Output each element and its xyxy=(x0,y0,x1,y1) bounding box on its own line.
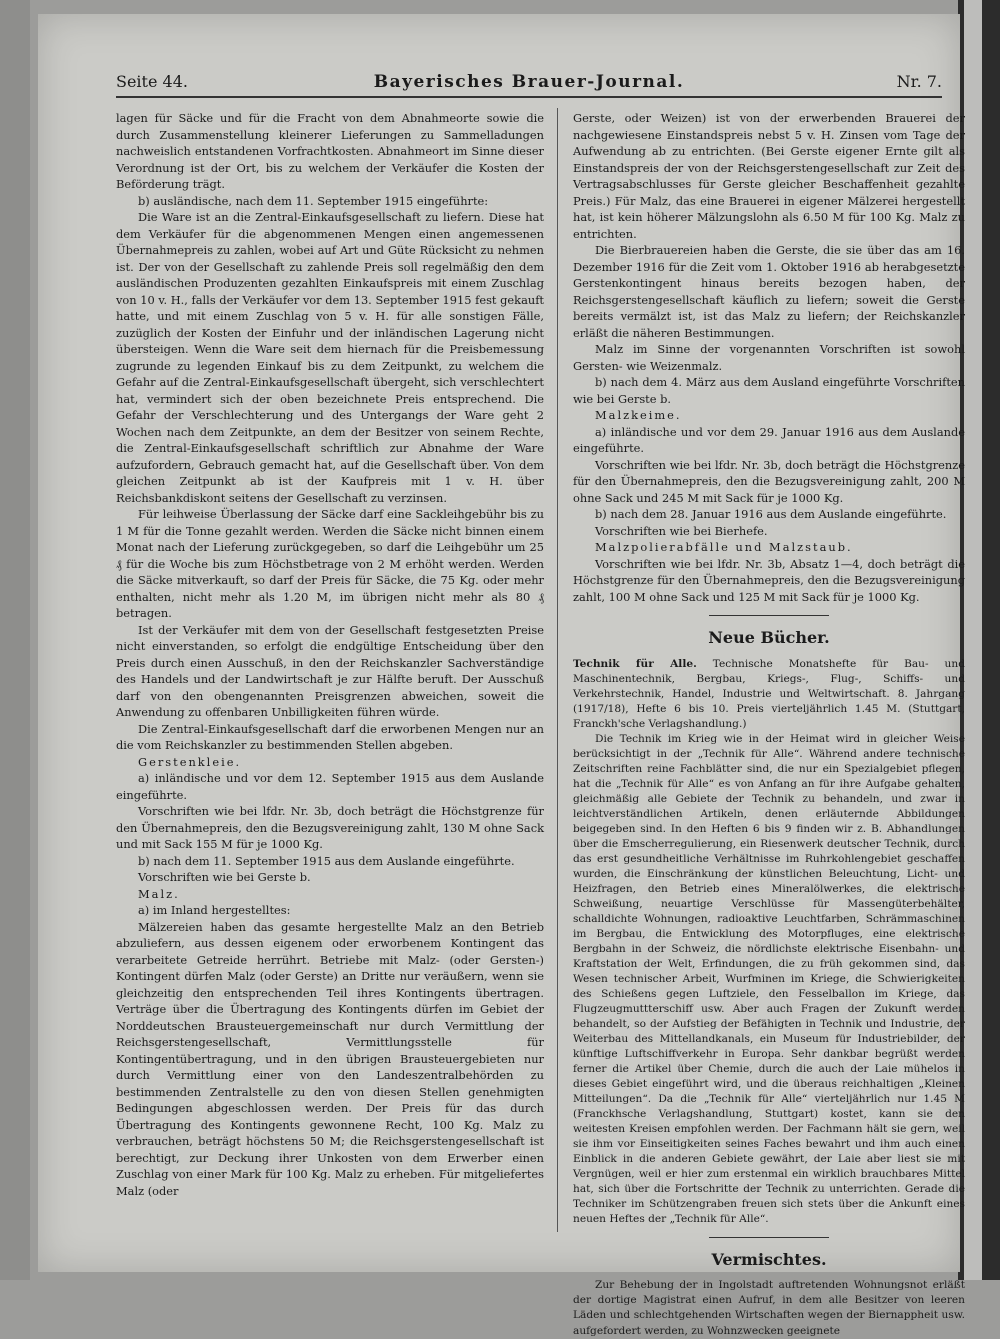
book-title: Technik für Alle. xyxy=(573,657,697,670)
page-number: Seite 44. xyxy=(116,72,188,91)
book-review: Die Technik im Krieg wie in der Heimat wird in gleicher Weise berücksichtigt in der „Technik für Alle“. Während andere technische Zeitschriften reine Fachblätter sind, die nur ein Spezialgebiet pflegen, hat die „Technik für Alle“ es von Anfang an für ihre Aufgabe gehalten, gleichmäßig alle Gebiete der Technik zu behandeln, und zwar in leichtverständlichen Artikeln, denen erläuternde Abbildungen beigegeben sind. In den Heften 6 bis 9 finden wir z. B. Abhandlungen über die Emscherregulierung, ein Riesenwerk deutscher Technik, durch das erst gesundheitliche Verhältnisse im Ruhrkohlengebiet geschaffen wurden, die Einschränkung der künstlichen Beleuchtung, Licht- und Heizfragen, den Betrieb eines Mineralölwerkes, die elektrische Schweißung, neuartige Verschlüsse für Massengüterbehälter, schalldichte Wohnungen, radioaktive Leuchtfarben, Schrämmaschinen im Bergbau, die Entwicklung des Motorpfluges, eine elektrische Bergbahn in der Schweiz, die nördlichste elektrische Eisenbahn- und Kraftstation der Welt, Erfindungen, die zu früh gekommen sind, das Wesen technischer Arbeit, Wurfminen im Kriege, die Schwierigkeiten des Schießens gegen Luftziele, den Fesselballon im Kriege, das Flugzeugmuttterschiff usw. Aber auch Fragen der Zukunft werden behandelt, so der Aufstieg der Befähigten in Technik und Industrie, der Weiterbau des Mittellandkanals, ein Museum für Industriebilder, der künftige Luftschiffverkehr in Europa. Sehr dankbar begrüßt werden ferner die Artikel über Chemie, durch die auch der Laie mühelos in dieses Gebiet eingeführt wird, und die überaus reichhaltigen „Kleinen Mitteilungen“. Da die „Technik für Alle“ vierteljährlich nur 1.45 M (Franckhsche Verlagshandlung, Stuttgart) kostet, kann sie den weitesten Kreisen empfohlen werden. Der Fachmann hält sie gern, weil sie ihm vor Einseitigkeiten seines Faches bewahrt und ihm auch einen Einblick in die anderen Gebiete gewährt, der Laie aber liest sie mit Vergnügen, weil er hier zum erstenmal ein wirklich brauchbares Mittel hat, sich über die Fortschritte der Technik zu unterrichten. Gerade die Techniker im Schützengraben freuen sich stets über die Ankunft eines neuen Heftes der „Technik für Alle“. xyxy=(573,732,965,1225)
page-header xyxy=(116,64,942,98)
journal-title: Bayerisches Brauer-Journal. xyxy=(373,72,685,92)
right-column xyxy=(573,110,965,1337)
paragraph: lagen für Säcke und für die Fracht von dem Abnahmeorte sowie die durch Zusammenstellung kleinerer Lieferungen zu Sammelladungen nachweislich entstandenen Vorfrachtkosten. Abnahmeort im Sinne dieser Verordnung ist der Ort, bis zu welchem der Verkäufer die Kosten der Beförderung trägt. xyxy=(116,111,544,191)
subheading-malzpolierabfaelle: Malzpolierabfälle und Malzstaub. xyxy=(595,540,853,554)
book-entry xyxy=(573,657,965,732)
paragraph: Mälzereien haben das gesamte hergestellte Malz an den Betrieb abzuliefern, aus dessen eigenem oder erworbenem Kontingent das verarbeitete Getreide herrührt. Betriebe mit Malz- (oder Gersten-) Kontingent dürfen Malz (oder Gerste) an Dritte nur veräußern, wenn sie gleichzeitig den entsprechenden Teil ihres Kontingents übertragen. Verträge über die Übertragung des Kontingents dürfen im Gebiet der Norddeutschen Brausteuergemeinschaft nur durch Vermittlung der Reichsgerstengesellschaft, Vermittlungsstelle für Kontingentübertragung, und in den übrigen Brausteuergebieten nur durch Vermittlung einer von den Landeszentralbehörden zu bestimmenden Zentralstelle zu den von diesen Stellen genehmigten Bedingungen abgeschlossen werden. Der Preis für das durch Übertragung des Kontingents gewonnene Recht, 100 Kg. Malz zu verbrauchen, beträgt höchstens 50 M; die Reichsgerstengesellschaft ist berechtigt, zur Deckung ihrer Unkosten von dem Erwerber einen Zuschlag von einer Mark für 100 Kg. Malz zu erheben. Für mitgeliefertes Malz (oder xyxy=(116,919,544,1198)
paragraph: a) inländische und vor dem 12. September 1915 aus dem Auslande eingeführte. xyxy=(116,771,544,802)
subheading-malzkeime: Malzkeime. xyxy=(595,408,682,422)
issue-number: Nr. 7. xyxy=(896,72,942,91)
paragraph: a) inländische und vor dem 29. Januar 1916 aus dem Auslande eingeführte. xyxy=(573,424,965,455)
paragraph: Vorschriften wie bei Bierhefe. xyxy=(595,523,768,538)
left-column xyxy=(116,110,544,1240)
paragraph: Vorschriften wie bei Gerste b. xyxy=(138,870,311,884)
paragraph: b) ausländische, nach dem 11. September 1915 eingeführte: xyxy=(138,193,489,208)
paragraph: Die Ware ist an die Zentral-Einkaufsgesellschaft zu liefern. Diese hat dem Verkäufer für die abgenommenen Mengen einen angemessenen Übernahmepreis zu zahlen, wobei auf Art und Güte Rücksicht zu nehmen ist. Der von der Gesellschaft zu zahlende Preis soll regelmäßig den dem ausländischen Produzenten gezahlten Einkaufspreis mit einem Zuschlag von 10 v. H., falls der Verkäufer vor dem 13. September 1915 fest gekauft hatte, und mit einem Zuschlag von 5 v. H. für alle sonstigen Fälle, zuzüglich der Kosten der Einfuhr und der inländischen Lagerung nicht übersteigen. Wenn die Ware seit dem hiernach für die Preisbemessung zugrunde zu legenden Einkauf bis zu dem Zeitpunkt, zu welchem die Gefahr auf die Zentral-Einkaufsgesellschaft übergeht, sich verschlechtert hat, vermindert sich der oben bezeichnete Preis entsprechend. Die Gefahr der Verschlechterung und des Untergangs der Ware geht 2 Wochen nach dem Zeitpunkte, an dem der Besitzer von seinem Rechte, die Zentral-Einkaufsgesellschaft schriftlich zur Abnahme der Ware aufzufordern, Gebrauch gemacht hat, auf die Gesellschaft über. Von dem gleichen Zeitpunkt ab ist der Kaufpreis mit 1 v. H. über Reichsbankdiskont seitens der Gesellschaft zu verzinsen. xyxy=(116,210,544,505)
newspaper-page xyxy=(38,14,965,1337)
paragraph: a) im Inland hergestelltes: xyxy=(138,903,291,917)
paragraph: Die Zentral-Einkaufsgesellschaft darf die erworbenen Mengen nur an die vom Reichskanzler zu bestimmenden Stellen abgeben. xyxy=(116,721,544,752)
section-rule xyxy=(709,615,829,616)
paragraph: Die Bierbrauereien haben die Gerste, die sie über das am 16. Dezember 1916 für die Zeit vom 1. Oktober 1916 ab herabgesetzte Gerstenkontingent hinaus bereits bezogen haben, der Reichsgerstengesellschaft käuflich zu liefern; soweit die Gerste bereits vermälzt ist, ist das Malz zu liefern; der Reichskanzler erläßt die näheren Bestimmungen. xyxy=(573,243,965,340)
paragraph: Vorschriften wie bei lfdr. Nr. 3b, Absatz 1—4, doch beträgt die Höchstgrenze für den Übernahmepreis, den die Bezugsvereinigung zahlt, 100 M ohne Sack und 125 M mit Sack für je 1000 Kg. xyxy=(573,556,965,604)
subheading-gerstenkleie: Gerstenkleie. xyxy=(138,754,242,769)
paragraph: Gerste, oder Weizen) ist von der erwerbenden Brauerei der nachgewiesene Einstandspreis nebst 5 v. H. Zinsen vom Tage der Aufwendung ab zu entrichten. (Bei Gerste eigener Ernte gilt als Einstandspreis der von der Reichsgerstengesellschaft zur Zeit des Vertragsabschlusses für Gerste gleicher Beschaffenheit gezahlte Preis.) Für Malz, das eine Brauerei in eigener Mälzerei hergestellt hat, ist kein höherer Mälzungslohn als 6.50 M für 100 Kg. Malz zu entrichten. xyxy=(573,111,965,241)
paragraph: b) nach dem 4. März aus dem Ausland eingeführte Vorschriften wie bei Gerste b. xyxy=(573,375,965,406)
paragraph: Für leihweise Überlassung der Säcke darf eine Sackleihgebühr bis zu 1 M für die Tonne gezahlt werden. Werden die Säcke nicht binnen einem Monat nach der Lieferung zurückgegeben, so darf die Leihgebühr um 25 ₰ für die Woche bis zum Höchstbetrage von 2 M erhöht werden. Werden die Säcke mitverkauft, so darf der Preis für Säcke, die 75 Kg. oder mehr enthalten, nicht mehr als 1.20 M, im übrigen nicht mehr als 80 ₰ betragen. xyxy=(116,507,544,620)
paragraph: Vorschriften wie bei lfdr. Nr. 3b, doch beträgt die Höchstgrenze für den Übernahmepreis, den die Bezugsvereinigung zahlt, 130 M ohne Sack und mit Sack 155 M für je 1000 Kg. xyxy=(116,804,544,851)
paragraph: b) nach dem 28. Januar 1916 aus dem Auslande eingeführte. xyxy=(595,507,947,521)
misc-article: Zur Behebung der in Ingolstadt auftretenden Wohnungsnot erläßt der dortige Magistrat einen Aufruf, in dem alle Besitzer von leeren Läden und schlechtgehenden Wirtschaften wegen der Biernappheit usw. aufgefordert werden, zu Wohnzwecken geeignete xyxy=(573,1279,965,1337)
paragraph: Malz im Sinne der vorgenannten Vorschriften ist sowohl Gersten- wie Weizenmalz. xyxy=(573,342,965,373)
paragraph: b) nach dem 11. September 1915 aus dem Auslande eingeführte. xyxy=(138,853,515,868)
subheading-malz: Malz. xyxy=(138,886,180,901)
book-details: Technische Monatshefte für Bau- und Maschinentechnik, Bergbau, Kriegs-, Flug-, Schiffs- und Verkehrstechnik, Handel, Industrie und Weltwirtschaft. 8. Jahrgang (1917/18), Hefte 6 bis 10. Preis vierteljährlich 1.45 M. (Stuttgart, Franckh'sche Verlagshandlung.) xyxy=(573,657,965,730)
section-heading-neue-buecher: Neue Bücher. xyxy=(708,628,830,647)
section-rule xyxy=(709,1237,829,1238)
paragraph: Ist der Verkäufer mit dem von der Gesellschaft festgesetzten Preise nicht einverstanden, so erfolgt die endgültige Entscheidung über den Preis durch einen Ausschuß, in den der Reichskanzler Sachverständige des Handels und der Landwirtschaft je zur Hälfte beruft. Der Ausschuß darf von den obengenannten Preisgrenzen abweichen, soweit die Anwendung zu offenbaren Unbilligkeiten führen würde. xyxy=(116,622,544,719)
column-divider xyxy=(557,108,558,1232)
scan-border-left xyxy=(0,0,30,1280)
section-heading-vermischtes: Vermischtes. xyxy=(711,1249,827,1269)
paragraph: Vorschriften wie bei lfdr. Nr. 3b, doch beträgt die Höchstgrenze für den Übernahmepreis, den die Bezugsvereinigung zahlt, 200 M ohne Sack und 245 M mit Sack für je 1000 Kg. xyxy=(573,457,965,505)
